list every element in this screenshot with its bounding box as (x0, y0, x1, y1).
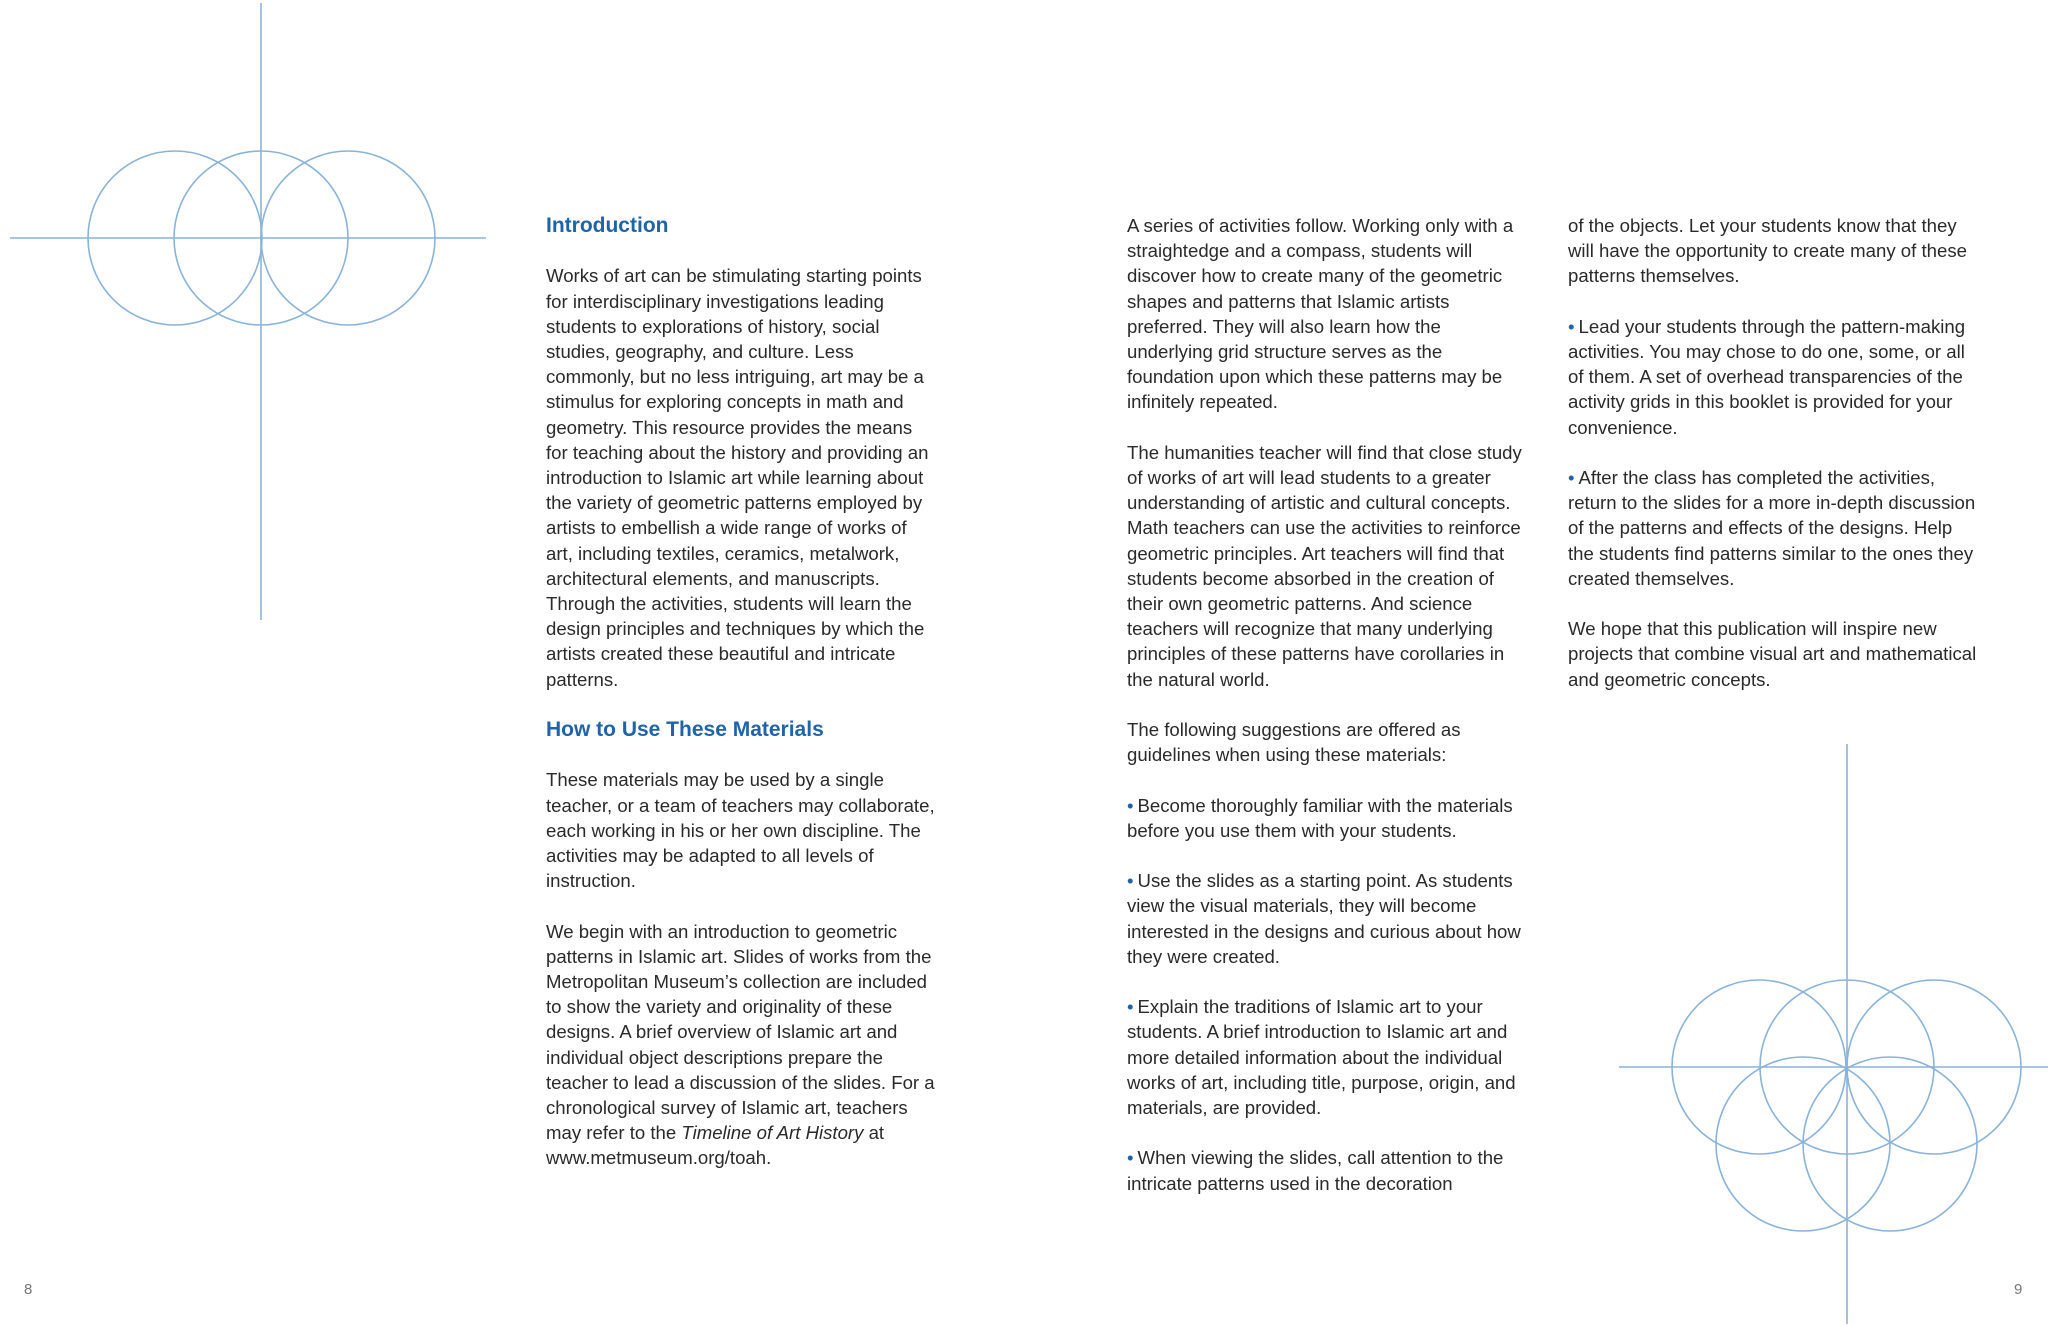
how-to-paragraph-2: We begin with an introduction to geometric patterns in Islamic art. Slides of works from the Metropolitan Museum’s collection are included to show the variety and originality of these designs. A brief overview of Islamic art and individual object descriptions prepare the teacher to lead a discussion of the slides. For a chronological survey of Islamic art, teachers may refer to the Timeline of Art History at www.metmuseum.org/toah. (546, 920, 935, 1169)
page-number-left: 8 (24, 1281, 33, 1298)
three-circle-construction-icon (0, 0, 500, 640)
humanities-paragraph: The humanities teacher will find that close study of works of art will lead students to a greater understanding of artistic and cultural concepts. Math teachers can use the activities to reinforce geometric principles. Art teachers will find that students become absorbed in the creation of their own geometric patterns. And science teachers will recognize that many underlying principles of these patterns have corollaries in the natural world. (1127, 441, 1522, 690)
bullet-item: • When viewing the slides, call attention to the intricate patterns used in the decoration (1127, 1147, 1504, 1194)
bullet-icon: • (1127, 996, 1134, 1018)
bullet-icon: • (1127, 794, 1134, 816)
continuation-paragraph: of the objects. Let your students know that they will have the opportunity to create many of these patterns themselves. (1568, 215, 1967, 287)
five-circle-construction-icon (1600, 740, 2048, 1325)
introduction-heading: Introduction (546, 214, 669, 237)
how-to-use-heading: How to Use These Materials (546, 718, 824, 742)
timeline-title: Timeline of Art History (681, 1122, 864, 1144)
activities-paragraph: A series of activities follow. Working only with a straightedge and a compass, students will discover how to create many of the geometric shapes and patterns that Islamic artists preferred. They will also learn how the underlying grid structure serves as the foundation upon which these patterns may be infinitely repeated. (1127, 215, 1514, 413)
bullet-item: • Become thoroughly familiar with the materials before you use them with your students. (1127, 794, 1513, 841)
bullet-item: • Use the slides as a starting point. As students view the visual materials, they will become interested in the designs and curious about how they were created. (1127, 870, 1521, 967)
bullet-item: • After the class has completed the activities, return to the slides for a more in-depth discussion of the patterns and effects of the designs. Help the students find patterns similar to the ones they created themselves. (1568, 467, 1976, 589)
left-page-column (546, 213, 936, 1196)
bullet-item: • Lead your students through the pattern-making activities. You may chose to do one, some, or all of them. A set of overhead transparencies of the activity grids in this booklet is provided for your convenience. (1568, 315, 1966, 438)
suggestions-intro: The following suggestions are offered as guidelines when using these materials: (1127, 719, 1461, 766)
introduction-paragraph: Works of art can be stimulating starting points for interdisciplinary investigations leading students to explorations of history, social studies, geography, and culture. Less commonly, but no less intriguing, art may be a stimulus for exploring concepts in math and geometry. This resource provides the means for teaching about the history and providing an introduction to Islamic art while learning about the variety of geometric patterns employed by artists to embellish a wide range of works of art, including textiles, ceramics, metalwork, architectural elements, and manuscripts. Through the activities, students will learn the design principles and techniques by which the artists created these beautiful and intricate patterns. (546, 265, 929, 690)
closing-paragraph: We hope that this publication will inspire new projects that combine visual art and mathematical and geometric concepts. (1568, 618, 1977, 690)
bullet-item: • Explain the traditions of Islamic art to your students. A brief introduction to Islamic art and more detailed information about the individual works of art, including title, purpose, origin, and materials, are provided. (1127, 996, 1516, 1119)
bullet-icon: • (1568, 467, 1575, 488)
page-number-right: 9 (2014, 1281, 2023, 1298)
how-to-paragraph-1: These materials may be used by a single teacher, or a team of teachers may collaborate, each working in his or her own discipline. The activities may be adapted to all levels of instruction. (546, 769, 935, 892)
bullet-icon: • (1568, 315, 1575, 337)
right-page-column-1 (1127, 213, 1527, 1221)
right-page-column-2 (1568, 213, 1978, 717)
bullet-icon: • (1127, 1147, 1134, 1169)
bullet-icon: • (1127, 870, 1134, 892)
